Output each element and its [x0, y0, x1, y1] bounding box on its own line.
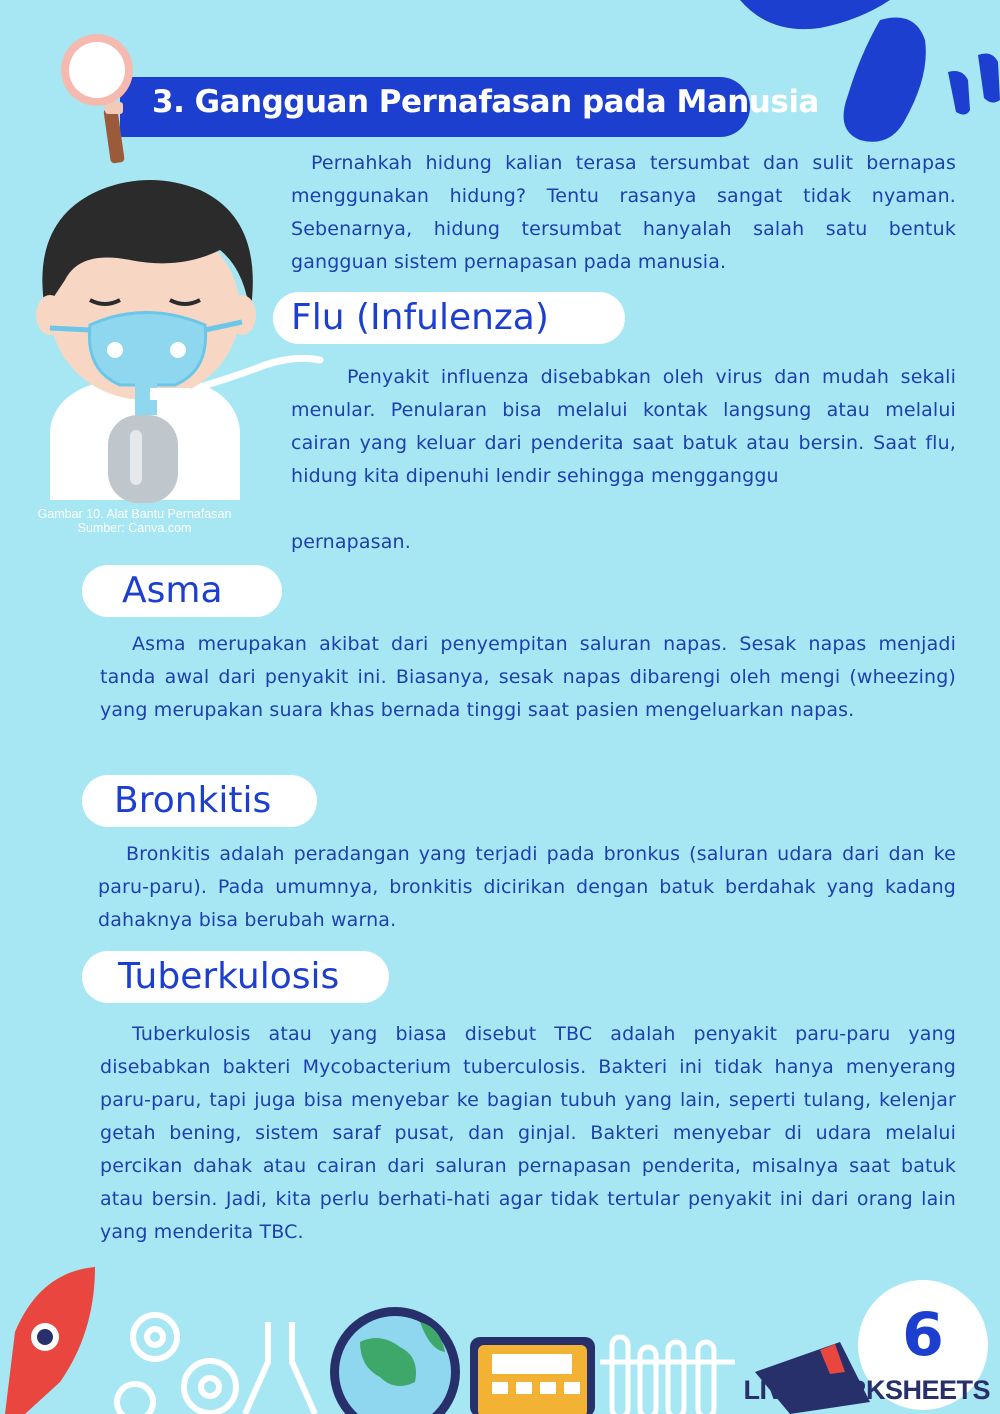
gears-icon	[117, 1315, 236, 1414]
flu-paragraph-end: pernapasan.	[291, 531, 411, 553]
section-heading-asma: Asma	[82, 565, 282, 617]
asma-paragraph: Asma merupakan akibat dari penyempitan saluran napas. Sesak napas menjadi tanda awal dari penyakit ini. Biasanya, sesak napas dibarengi oleh mengi (wheezing) yang merupakan suara khas bernada tinggi saat pasien mengeluarkan napas.	[100, 633, 956, 721]
calculator-icon	[470, 1337, 595, 1414]
tuberkulosis-paragraph: Tuberkulosis atau yang biasa disebut TBC adalah penyakit paru-paru yang disebabkan bakteri Mycobacterium tuberculosis. Bakteri ini tidak hanya menyerang paru-paru, tapi juga bisa menyebar ke bagian tubuh yang lain, seperti tulang, kelenjar getah bening, sistem saraf pusat, dan ginjal. Bakteri menyebar di udara melalui percikan dahak atau cairan dari saluran pernapasan penderita, misalnya saat batuk atau bersin. Jadi, kita perlu berhati-hati agar tidak tertular penyakit ini dari orang lain yang menderita TBC.	[100, 1023, 956, 1243]
globe-icon	[330, 1307, 460, 1414]
intro-paragraph: Pernahkah hidung kalian terasa tersumbat dan sulit bernapas menggunakan hidung? Tentu rasanya sangat tidak nyaman. Sebenarnya, hidung tersumbat hanyalah salah satu bentuk gangguan sistem pernapasan pada manusia.	[291, 152, 956, 273]
page-title: 3. Gangguan Pernafasan pada Manusia	[152, 84, 819, 120]
bronkitis-paragraph: Bronkitis adalah peradangan yang terjadi pada bronkus (saluran udara dari dan ke paru-paru). Pada umumnya, bronkitis dicirikan dengan batuk berdahak yang kadang dahaknya bisa berubah warna.	[98, 843, 956, 931]
figure-caption	[12, 507, 257, 535]
decorative-brush-strokes	[730, 0, 1000, 160]
page-number: 6	[902, 1300, 944, 1370]
figure-caption-line2: Sumber: Canva.com	[77, 521, 192, 535]
watermark-logo: LIVEWORKSHEETS	[743, 1375, 990, 1405]
rocket-icon	[5, 1267, 95, 1414]
section-heading-bronkitis: Bronkitis	[82, 775, 317, 827]
flask-icon	[245, 1322, 315, 1414]
figure-caption-line1: Gambar 10. Alat Bantu Pernafasan	[37, 507, 232, 521]
section-heading-tuberkulosis: Tuberkulosis	[82, 951, 389, 1003]
flu-paragraph: Penyakit influenza disebabkan oleh virus dan mudah sekali menular. Penularan bisa melalui kontak langsung atau melalui cairan yang keluar dari penderita saat batuk atau bersin. Saat flu, hidung kita dipenuhi lendir sehingga mengganggu	[291, 366, 956, 487]
section-heading-flu: Flu (Infulenza)	[273, 292, 625, 344]
